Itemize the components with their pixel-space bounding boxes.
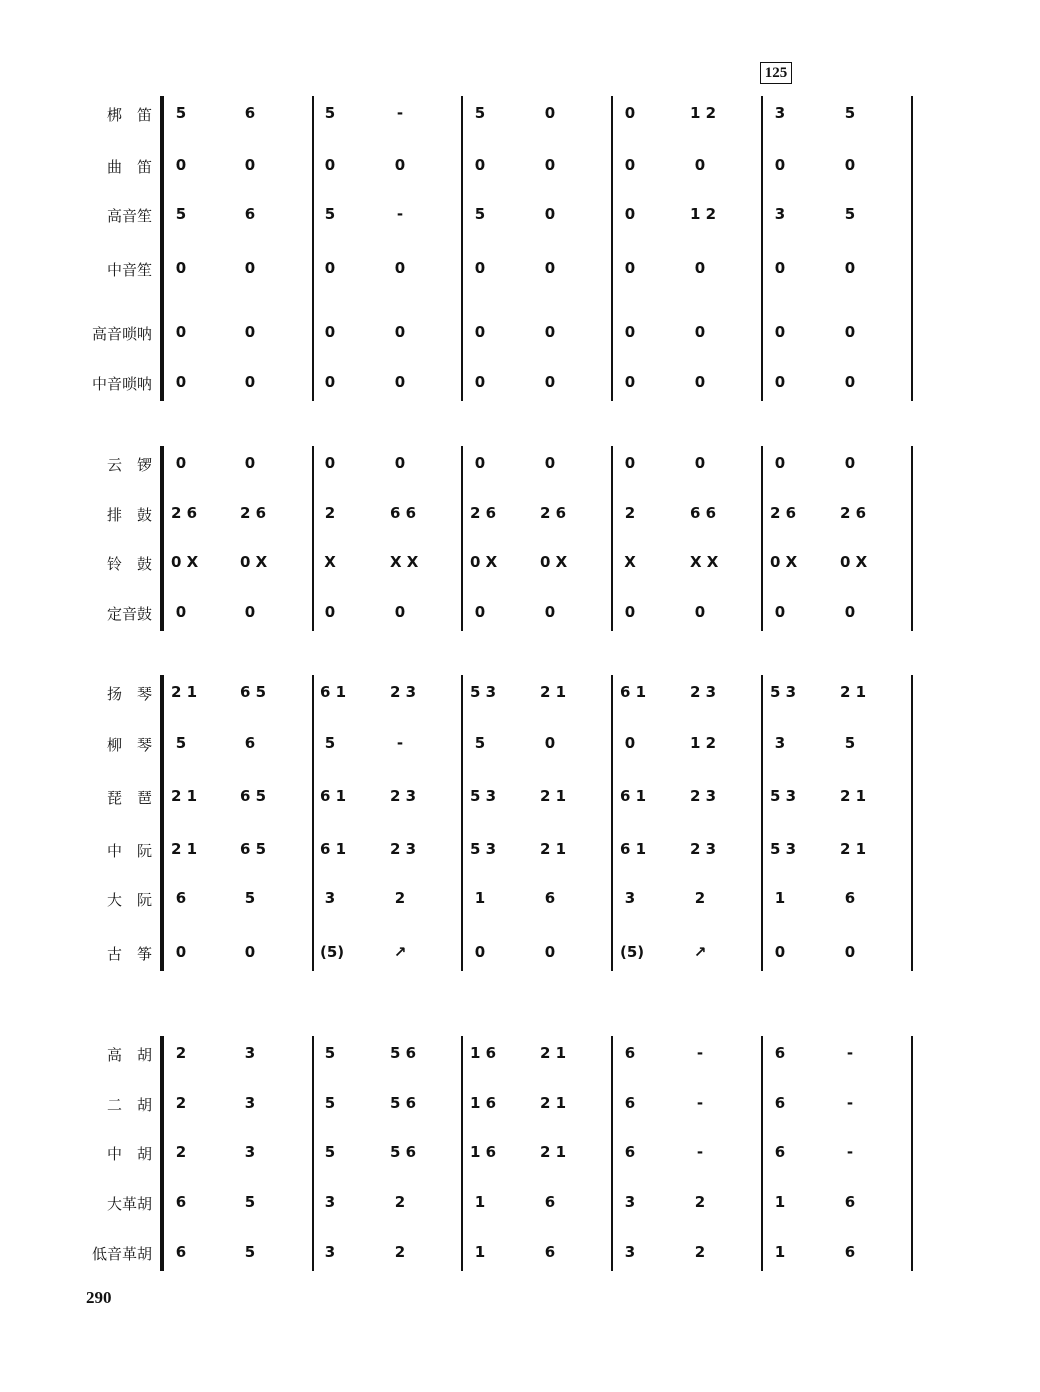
- note-cell: 6: [175, 1243, 187, 1261]
- note-cell: 2 1: [840, 787, 867, 805]
- note-cell: 0: [774, 156, 786, 174]
- barline: [461, 96, 463, 401]
- instrument-label: 中音笙: [106, 261, 152, 279]
- note-cell: 0: [774, 323, 786, 341]
- note-cell: 6: [544, 889, 556, 907]
- note-cell: -: [696, 1094, 704, 1112]
- note-cell: 5: [244, 889, 256, 907]
- note-cell: 0: [544, 259, 556, 277]
- note-cell: 2 3: [390, 787, 417, 805]
- note-cell: 0: [844, 156, 856, 174]
- note-cell: 5 6: [390, 1044, 417, 1062]
- note-cell: 0: [774, 454, 786, 472]
- note-cell: 0: [624, 104, 636, 122]
- barline: [312, 96, 314, 401]
- note-cell: 0: [544, 205, 556, 223]
- note-cell: 1 2: [690, 734, 717, 752]
- note-cell: 2: [394, 1243, 406, 1261]
- note-cell: 0: [624, 603, 636, 621]
- note-cell: 3: [774, 205, 786, 223]
- note-cell: 6: [844, 1243, 856, 1261]
- instrument-label: 二 胡: [106, 1096, 152, 1114]
- note-cell: 6: [844, 1193, 856, 1211]
- instrument-label: 大 阮: [106, 891, 152, 909]
- note-cell: 0 X: [840, 553, 868, 571]
- note-cell: 5 3: [770, 787, 797, 805]
- note-cell: 6: [624, 1044, 636, 1062]
- instrument-label: 梆 笛: [106, 106, 152, 124]
- note-cell: 3: [774, 104, 786, 122]
- instrument-label: 扬 琴: [106, 685, 152, 703]
- note-cell: 0: [694, 603, 706, 621]
- note-cell: 3: [624, 889, 636, 907]
- note-cell: 0 X: [540, 553, 568, 571]
- note-cell: 6: [774, 1094, 786, 1112]
- note-cell: 6: [774, 1143, 786, 1161]
- note-cell: 2: [624, 504, 636, 522]
- note-cell: 0: [244, 373, 256, 391]
- note-cell: -: [696, 1143, 704, 1161]
- note-cell: 0: [474, 259, 486, 277]
- note-cell: 6: [844, 889, 856, 907]
- note-cell: 3: [624, 1193, 636, 1211]
- note-cell: 2 3: [690, 683, 717, 701]
- note-cell: 0: [324, 373, 336, 391]
- barline: [611, 1036, 613, 1271]
- instrument-label: 铃 鼓: [106, 555, 152, 573]
- note-cell: 0: [324, 603, 336, 621]
- note-cell: 1: [774, 889, 786, 907]
- note-cell: 0: [694, 259, 706, 277]
- note-cell: 0: [175, 323, 187, 341]
- barline: [461, 675, 463, 971]
- note-cell: X: [324, 553, 336, 571]
- instrument-label: 排 鼓: [106, 506, 152, 524]
- note-cell: 2: [175, 1044, 187, 1062]
- note-cell: 5 3: [770, 683, 797, 701]
- note-cell: 5: [244, 1193, 256, 1211]
- note-cell: 3: [244, 1044, 256, 1062]
- note-cell: 0: [844, 603, 856, 621]
- note-cell: 2 3: [690, 840, 717, 858]
- instrument-label: 定音鼓: [106, 605, 152, 623]
- note-cell: 6 1: [620, 683, 647, 701]
- barline: [162, 1036, 164, 1271]
- note-cell: ↗: [393, 943, 407, 961]
- note-cell: 0: [474, 156, 486, 174]
- note-cell: 0: [544, 323, 556, 341]
- note-cell: 2 1: [171, 840, 198, 858]
- note-cell: 0: [244, 156, 256, 174]
- note-cell: 6: [624, 1094, 636, 1112]
- note-cell: -: [846, 1143, 854, 1161]
- note-cell: 2: [394, 1193, 406, 1211]
- note-cell: 1: [474, 889, 486, 907]
- note-cell: 0: [394, 373, 406, 391]
- note-cell: 6 1: [620, 840, 647, 858]
- note-cell: 2 1: [540, 1143, 567, 1161]
- note-cell: 0: [844, 373, 856, 391]
- note-cell: 2 1: [171, 683, 198, 701]
- note-cell: 5 3: [470, 787, 497, 805]
- note-cell: 0: [844, 323, 856, 341]
- note-cell: 5: [324, 734, 336, 752]
- note-cell: 2 1: [540, 840, 567, 858]
- note-cell: 0: [844, 943, 856, 961]
- note-cell: 0: [624, 373, 636, 391]
- note-cell: 5: [324, 205, 336, 223]
- note-cell: 6 1: [320, 683, 347, 701]
- note-cell: 3: [244, 1143, 256, 1161]
- instrument-label: 高 胡: [106, 1046, 152, 1064]
- note-cell: 0: [175, 259, 187, 277]
- note-cell: 6: [624, 1143, 636, 1161]
- note-cell: 0: [544, 603, 556, 621]
- instrument-label: 中 胡: [106, 1145, 152, 1163]
- note-cell: 0 X: [240, 553, 268, 571]
- note-cell: 5: [474, 734, 486, 752]
- note-cell: 0: [175, 603, 187, 621]
- note-cell: (5): [320, 943, 345, 961]
- note-cell: -: [396, 104, 404, 122]
- note-cell: X X: [390, 553, 419, 571]
- barline: [761, 96, 763, 401]
- barline: [761, 1036, 763, 1271]
- note-cell: 3: [324, 1243, 336, 1261]
- note-cell: 1 2: [690, 205, 717, 223]
- note-cell: 0: [624, 734, 636, 752]
- instrument-label: 高音笙: [106, 207, 152, 225]
- note-cell: 0: [844, 454, 856, 472]
- note-cell: 6: [774, 1044, 786, 1062]
- note-cell: 5: [844, 734, 856, 752]
- barline: [162, 96, 164, 401]
- note-cell: X X: [690, 553, 719, 571]
- note-cell: 0: [544, 734, 556, 752]
- note-cell: 0 X: [171, 553, 199, 571]
- note-cell: 5: [474, 205, 486, 223]
- note-cell: 2: [394, 889, 406, 907]
- note-cell: 2: [175, 1094, 187, 1112]
- note-cell: 3: [324, 1193, 336, 1211]
- note-cell: 0: [774, 943, 786, 961]
- note-cell: X: [624, 553, 636, 571]
- note-cell: 2: [694, 1243, 706, 1261]
- barline: [611, 446, 613, 631]
- note-cell: 1: [774, 1193, 786, 1211]
- note-cell: 0: [394, 156, 406, 174]
- note-cell: 0: [774, 373, 786, 391]
- note-cell: 5 6: [390, 1143, 417, 1161]
- note-cell: 0: [244, 943, 256, 961]
- note-cell: 6 1: [320, 840, 347, 858]
- note-cell: 3: [324, 889, 336, 907]
- note-cell: 6 1: [620, 787, 647, 805]
- note-cell: -: [846, 1044, 854, 1062]
- barline: [162, 446, 164, 631]
- note-cell: 5: [324, 104, 336, 122]
- instrument-label: 古 筝: [106, 945, 152, 963]
- note-cell: 2 6: [240, 504, 267, 522]
- note-cell: 0: [474, 373, 486, 391]
- note-cell: 5: [324, 1143, 336, 1161]
- note-cell: 2: [175, 1143, 187, 1161]
- note-cell: 5: [324, 1044, 336, 1062]
- note-cell: 2 1: [540, 1094, 567, 1112]
- note-cell: 6 6: [390, 504, 417, 522]
- note-cell: 6 5: [240, 787, 267, 805]
- note-cell: 0: [175, 454, 187, 472]
- note-cell: -: [846, 1094, 854, 1112]
- note-cell: 0: [544, 373, 556, 391]
- note-cell: 0: [324, 259, 336, 277]
- note-cell: 0 X: [770, 553, 798, 571]
- note-cell: 3: [244, 1094, 256, 1112]
- note-cell: 0: [175, 943, 187, 961]
- instrument-label: 大革胡: [106, 1195, 152, 1213]
- barline: [761, 446, 763, 631]
- note-cell: 0: [244, 259, 256, 277]
- note-cell: 0: [244, 323, 256, 341]
- note-cell: 5: [474, 104, 486, 122]
- note-cell: 1: [474, 1243, 486, 1261]
- note-cell: 0: [694, 373, 706, 391]
- instrument-label: 云 锣: [106, 456, 152, 474]
- instrument-label: 高音唢呐: [91, 325, 152, 343]
- note-cell: 0: [544, 156, 556, 174]
- note-cell: 1 6: [470, 1143, 497, 1161]
- note-cell: 0: [844, 259, 856, 277]
- note-cell: 6: [544, 1193, 556, 1211]
- note-cell: 5 6: [390, 1094, 417, 1112]
- note-cell: -: [396, 734, 404, 752]
- barline: [312, 1036, 314, 1271]
- note-cell: (5): [620, 943, 645, 961]
- note-cell: 0: [694, 323, 706, 341]
- note-cell: 2 3: [390, 840, 417, 858]
- note-cell: 2: [694, 889, 706, 907]
- note-cell: 1: [474, 1193, 486, 1211]
- note-cell: 0 X: [470, 553, 498, 571]
- note-cell: 0: [394, 259, 406, 277]
- note-cell: 2 1: [840, 683, 867, 701]
- note-cell: 6: [175, 889, 187, 907]
- note-cell: 6: [244, 734, 256, 752]
- rehearsal-mark: 125: [760, 62, 792, 84]
- note-cell: 2 6: [470, 504, 497, 522]
- note-cell: 0: [324, 454, 336, 472]
- note-cell: 0: [694, 156, 706, 174]
- barline: [611, 675, 613, 971]
- note-cell: 5: [244, 1243, 256, 1261]
- note-cell: 2 1: [840, 840, 867, 858]
- note-cell: 2: [324, 504, 336, 522]
- note-cell: 2 6: [840, 504, 867, 522]
- instrument-label: 低音革胡: [91, 1245, 152, 1263]
- note-cell: 3: [774, 734, 786, 752]
- note-cell: 6 5: [240, 840, 267, 858]
- note-cell: 0: [694, 454, 706, 472]
- note-cell: 6: [175, 1193, 187, 1211]
- barline: [911, 96, 913, 401]
- note-cell: 0: [624, 323, 636, 341]
- note-cell: 5: [175, 205, 187, 223]
- note-cell: 6 1: [320, 787, 347, 805]
- note-cell: 0: [394, 323, 406, 341]
- note-cell: 0: [624, 156, 636, 174]
- instrument-label: 柳 琴: [106, 736, 152, 754]
- note-cell: 0: [324, 156, 336, 174]
- note-cell: 6: [244, 104, 256, 122]
- instrument-label: 曲 笛: [106, 158, 152, 176]
- note-cell: -: [396, 205, 404, 223]
- note-cell: 6 6: [690, 504, 717, 522]
- note-cell: 0: [474, 603, 486, 621]
- note-cell: 5: [844, 205, 856, 223]
- note-cell: 2 3: [390, 683, 417, 701]
- note-cell: 0: [544, 104, 556, 122]
- instrument-label: 中 阮: [106, 842, 152, 860]
- note-cell: 6 5: [240, 683, 267, 701]
- note-cell: 0: [175, 373, 187, 391]
- note-cell: 0: [774, 259, 786, 277]
- note-cell: 1 2: [690, 104, 717, 122]
- note-cell: 0: [244, 454, 256, 472]
- barline: [911, 675, 913, 971]
- note-cell: 5: [175, 734, 187, 752]
- note-cell: 0: [244, 603, 256, 621]
- note-cell: 2 6: [770, 504, 797, 522]
- note-cell: 0: [474, 943, 486, 961]
- note-cell: 2 1: [171, 787, 198, 805]
- note-cell: 2 3: [690, 787, 717, 805]
- note-cell: 5: [844, 104, 856, 122]
- note-cell: -: [696, 1044, 704, 1062]
- note-cell: ↗: [693, 943, 707, 961]
- barline: [911, 446, 913, 631]
- note-cell: 0: [624, 454, 636, 472]
- note-cell: 6: [544, 1243, 556, 1261]
- note-cell: 2 6: [540, 504, 567, 522]
- note-cell: 0: [774, 603, 786, 621]
- barline: [611, 96, 613, 401]
- note-cell: 0: [624, 205, 636, 223]
- note-cell: 5: [324, 1094, 336, 1112]
- note-cell: 5 3: [470, 683, 497, 701]
- note-cell: 2 1: [540, 1044, 567, 1062]
- barline: [312, 446, 314, 631]
- note-cell: 1 6: [470, 1044, 497, 1062]
- note-cell: 5 3: [470, 840, 497, 858]
- instrument-label: 琵 琶: [106, 789, 152, 807]
- note-cell: 3: [624, 1243, 636, 1261]
- note-cell: 0: [324, 323, 336, 341]
- note-cell: 0: [175, 156, 187, 174]
- note-cell: 0: [394, 454, 406, 472]
- note-cell: 0: [624, 259, 636, 277]
- note-cell: 0: [394, 603, 406, 621]
- note-cell: 6: [244, 205, 256, 223]
- note-cell: 2 1: [540, 683, 567, 701]
- note-cell: 2: [694, 1193, 706, 1211]
- barline: [461, 1036, 463, 1271]
- barline: [312, 675, 314, 971]
- note-cell: 5 3: [770, 840, 797, 858]
- note-cell: 1 6: [470, 1094, 497, 1112]
- barline: [162, 675, 164, 971]
- note-cell: 0: [544, 943, 556, 961]
- barline: [911, 1036, 913, 1271]
- note-cell: 0: [474, 454, 486, 472]
- note-cell: 5: [175, 104, 187, 122]
- barline: [761, 675, 763, 971]
- barline: [461, 446, 463, 631]
- page-number: 290: [86, 1288, 112, 1307]
- note-cell: 2 6: [171, 504, 198, 522]
- note-cell: 0: [544, 454, 556, 472]
- note-cell: 2 1: [540, 787, 567, 805]
- note-cell: 1: [774, 1243, 786, 1261]
- instrument-label: 中音唢呐: [91, 375, 152, 393]
- note-cell: 0: [474, 323, 486, 341]
